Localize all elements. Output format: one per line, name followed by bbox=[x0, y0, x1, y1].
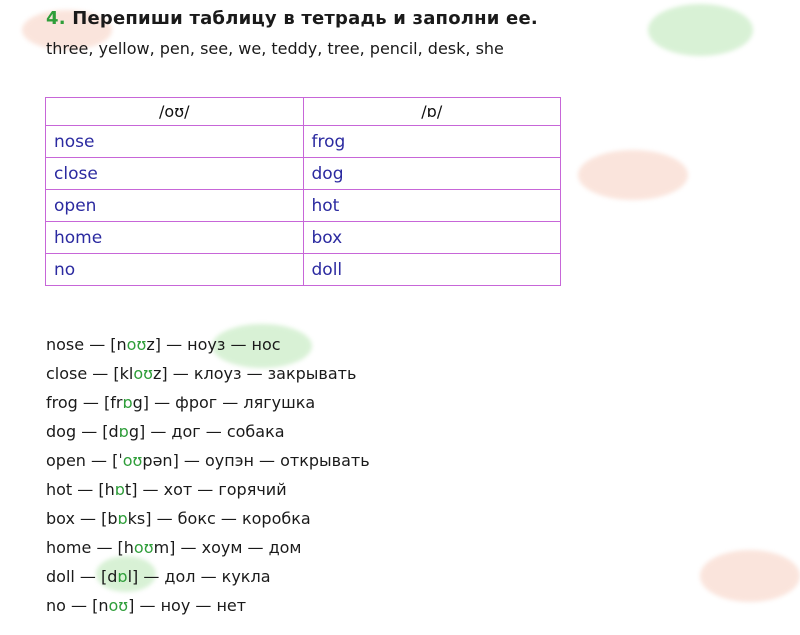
line-text: g] — дог — собака bbox=[128, 422, 285, 441]
sound-highlight: oʊ bbox=[122, 451, 143, 470]
table-cell: dog bbox=[303, 158, 561, 190]
table-row bbox=[46, 158, 561, 190]
line-text: hot — [h bbox=[46, 480, 115, 499]
sound-highlight: oʊ bbox=[126, 335, 147, 354]
vowel-table bbox=[45, 97, 561, 286]
table-cell: open bbox=[46, 190, 304, 222]
sound-highlight: ɒ bbox=[114, 480, 125, 499]
line-text: doll — [d bbox=[46, 567, 118, 586]
line-text: home — [h bbox=[46, 538, 134, 557]
line-text: t] — хот — горячий bbox=[124, 480, 287, 499]
transcription-line bbox=[46, 475, 370, 504]
line-text: ] — ноу — нет bbox=[128, 596, 247, 615]
exercise-instruction: Перепиши таблицу в тетрадь и заполни ее. bbox=[72, 8, 538, 29]
transcription-line bbox=[46, 562, 370, 591]
transcription-line bbox=[46, 359, 370, 388]
table-row bbox=[46, 126, 561, 158]
transcription-line bbox=[46, 533, 370, 562]
table-row bbox=[46, 190, 561, 222]
line-text: z] — клоуз — закрывать bbox=[153, 364, 357, 383]
table-cell: close bbox=[46, 158, 304, 190]
table-cell: nose bbox=[46, 126, 304, 158]
line-text: frog — [fr bbox=[46, 393, 123, 412]
table-row bbox=[46, 222, 561, 254]
sound-highlight: ɒ bbox=[118, 422, 129, 441]
table-cell: no bbox=[46, 254, 304, 286]
table-cell: box bbox=[303, 222, 561, 254]
watermark-blob bbox=[648, 4, 753, 56]
line-text: box — [b bbox=[46, 509, 118, 528]
line-text: nose — [n bbox=[46, 335, 127, 354]
line-text: no — [n bbox=[46, 596, 109, 615]
sound-highlight: oʊ bbox=[133, 364, 154, 383]
line-text: dog — [d bbox=[46, 422, 119, 441]
watermark-blob bbox=[578, 150, 688, 200]
transcription-list bbox=[46, 330, 370, 620]
table-row bbox=[46, 254, 561, 286]
transcription-line bbox=[46, 504, 370, 533]
transcription-line bbox=[46, 446, 370, 475]
transcription-line bbox=[46, 591, 370, 620]
table-cell: home bbox=[46, 222, 304, 254]
line-text: pən] — оупэн — открывать bbox=[142, 451, 370, 470]
table-cell: frog bbox=[303, 126, 561, 158]
sound-highlight: oʊ bbox=[133, 538, 154, 557]
table-cell: hot bbox=[303, 190, 561, 222]
line-text: open — [ˈ bbox=[46, 451, 123, 470]
sound-highlight: ɒ bbox=[122, 393, 133, 412]
column-header: /ɒ/ bbox=[303, 98, 561, 126]
line-text: close — [kl bbox=[46, 364, 134, 383]
exercise-heading bbox=[46, 8, 538, 29]
table-cell: doll bbox=[303, 254, 561, 286]
transcription-line bbox=[46, 330, 370, 359]
line-text: g] — фрог — лягушка bbox=[132, 393, 316, 412]
exercise-number: 4. bbox=[46, 8, 66, 29]
line-text: ks] — бокс — коробка bbox=[127, 509, 311, 528]
table-header-row bbox=[46, 98, 561, 126]
sound-highlight: oʊ bbox=[108, 596, 129, 615]
sound-highlight: ɒ bbox=[117, 509, 128, 528]
column-header: /oʊ/ bbox=[46, 98, 304, 126]
line-text: l] — дол — кукла bbox=[127, 567, 271, 586]
line-text: m] — хоум — дом bbox=[153, 538, 302, 557]
watermark-blob bbox=[700, 550, 800, 602]
sound-highlight: ɒ bbox=[117, 567, 128, 586]
word-list: three, yellow, pen, see, we, teddy, tree, pencil, desk, she bbox=[46, 39, 504, 58]
transcription-line bbox=[46, 417, 370, 446]
line-text: z] — ноуз — нос bbox=[146, 335, 281, 354]
transcription-line bbox=[46, 388, 370, 417]
